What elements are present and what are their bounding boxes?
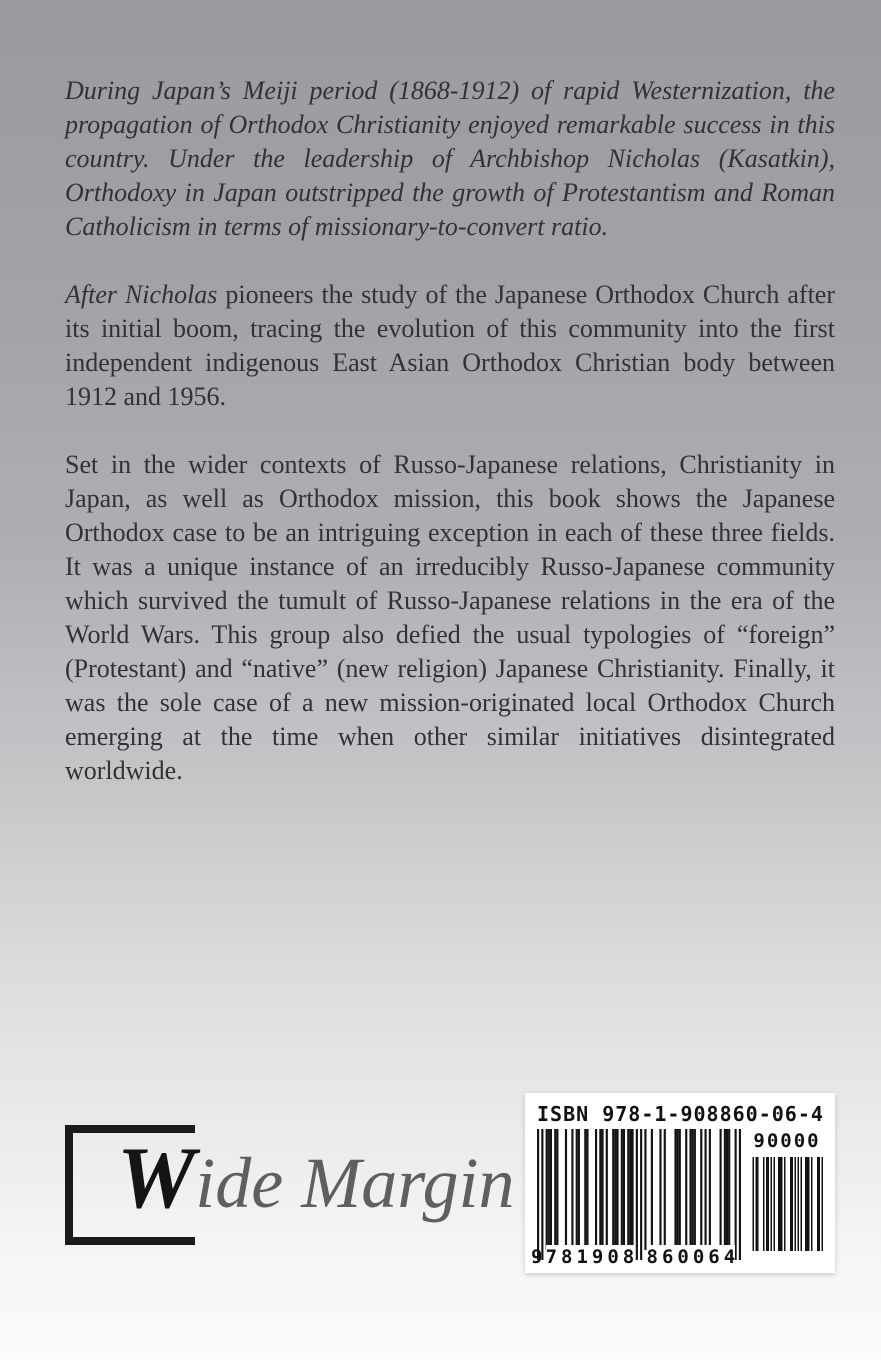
barcode-digits xyxy=(531,1245,741,1269)
isbn-number-label: ISBN 978-1-908860-06-4 xyxy=(537,1102,824,1126)
ean13-barcode xyxy=(531,1129,741,1269)
addon-price-code: 90000 xyxy=(753,1130,821,1152)
blurb-paragraph-2 xyxy=(65,278,835,414)
ean5-addon-barcode xyxy=(751,1129,823,1269)
barcode-digit-group-1: 781908 xyxy=(545,1246,639,1268)
barcode-digit-lead: 9 xyxy=(531,1246,543,1268)
book-title-reference: After Nicholas xyxy=(65,280,218,309)
blurb-paragraph-3: Set in the wider contexts of Russo-Japanese relations, Christianity in Japan, as well as Orthodox mission, this book shows the Japanese Orthodox case to be an intriguing exception in each of these three fields. It was a unique instance of an irreducibly Russo-Japanese community which survived the tumult of Russo-Japanese relations in the era of the World Wars. This group also defied the usual typologies of “foreign” (Protestant) and “native” (new religion) Japanese Christianity. Finally, it was the sole case of a new mission-originated local Orthodox Church emerging at the time when other similar initiatives disintegrated worldwide. xyxy=(65,450,835,785)
isbn-barcode-panel xyxy=(525,1093,835,1273)
publisher-name xyxy=(117,1129,515,1253)
blurb-paragraph-2-rest: pioneers the study of the Japanese Orthodox Church after its initial boom, tracing the evolution of this community into the first independent indigenous East Asian Orthodox Christian body between 1912 and 1956. xyxy=(65,280,836,411)
blurb xyxy=(65,74,835,822)
ean5-bars-image xyxy=(751,1157,823,1251)
publisher-logo xyxy=(65,1125,535,1247)
blurb-paragraph-1: During Japan’s Meiji period (1868-1912) of rapid Westernization, the propagation of Orthodox Christianity enjoyed remarkable success in this country. Under the leadership of Archbishop Nicholas (Kasatkin), Orthodoxy in Japan outstripped the growth of Protestantism and Roman Catholicism in terms of missionary-to-convert ratio. xyxy=(65,76,835,241)
barcode-row xyxy=(531,1129,823,1269)
publisher-name-initial: W xyxy=(117,1130,196,1227)
publisher-name-rest: ide Margin xyxy=(195,1143,515,1223)
barcode-digit-group-2: 860064 xyxy=(646,1246,740,1268)
